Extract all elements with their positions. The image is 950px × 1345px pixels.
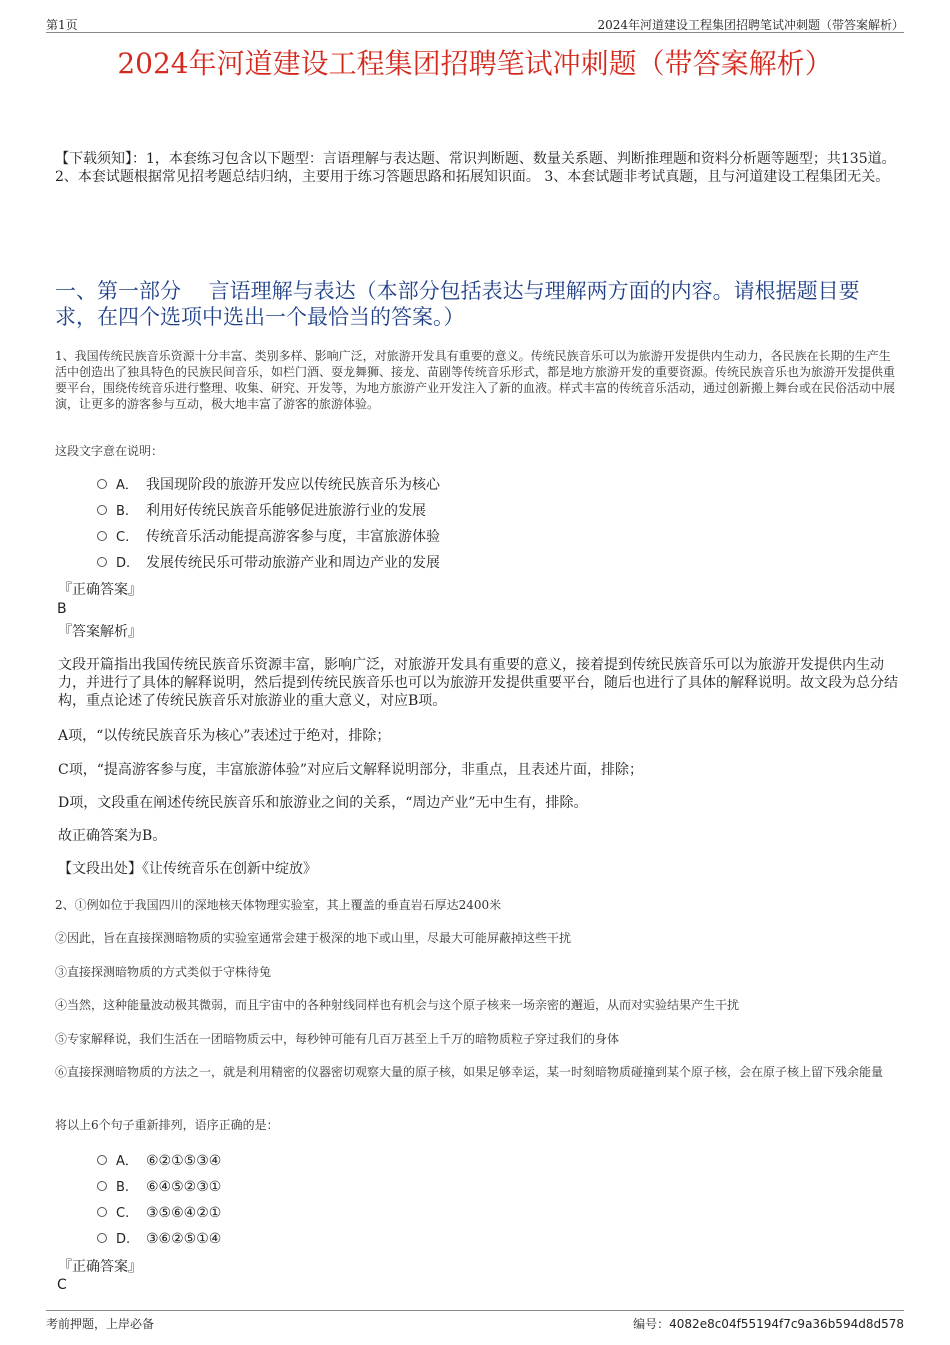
page-header	[46, 14, 904, 33]
radio-icon[interactable]	[97, 1207, 107, 1217]
radio-icon[interactable]	[97, 1181, 107, 1191]
radio-icon[interactable]	[97, 557, 107, 567]
q2-sentence-4: ④当然，这种能量波动极其微弱，而且宇宙中的各种射线同样也有机会与这个原子核来一场亲密的邂逅，从而对实验结果产生干扰	[55, 998, 740, 1012]
footer-code: 编号：4082e8c04f55194f7c9a36b594d8d578	[633, 1317, 904, 1331]
q1-stem: 这段文字意在说明：	[55, 444, 164, 458]
q2-sentence-1: 2、①例如位于我国四川的深地核天体物理实验室，其上覆盖的垂直岩石厚达2400米	[55, 898, 502, 912]
q1-analysis-label: 『答案解析』	[58, 624, 142, 640]
download-notice: 【下载须知】：1，本套练习包含以下题型：言语理解与表达题、常识判断题、数量关系题、判断推理题和资料分析题等题型；共135道。 2、本套试题根据常见招考题总结归纳，主要用于练习答题思路和拓展知识面。 3、本套试题非考试真题，且与河道建设工程集团无关。	[55, 151, 896, 185]
q2-sentence-2: ②因此，旨在直接探测暗物质的实验室通常会建于极深的地下或山里，尽最大可能屏蔽掉这些干扰	[55, 931, 572, 945]
page-number: 第1页	[46, 18, 78, 32]
radio-icon[interactable]	[97, 1233, 107, 1243]
q1-option-d[interactable]: D. 发展传统民乐可带动旅游产业和周边产业的发展	[97, 553, 440, 573]
q1-source: 【文段出处】《让传统音乐在创新中绽放》	[58, 861, 317, 877]
q2-sentence-5: ⑤专家解释说，我们生活在一团暗物质云中，每秒钟可能有几百万甚至上千万的暗物质粒子穿过我们的身体	[55, 1032, 620, 1046]
document-title: 2024年河道建设工程集团招聘笔试冲刺题（带答案解析）	[117, 47, 833, 80]
q1-answer: B	[57, 601, 67, 617]
q2-option-c[interactable]: C. ③⑤⑥④②①	[97, 1203, 221, 1223]
footer-slogan: 考前押题，上岸必备	[46, 1317, 155, 1331]
q1-option-b[interactable]: B. 利用好传统民族音乐能够促进旅游行业的发展	[97, 501, 426, 521]
q2-option-b[interactable]: B. ⑥④⑤②③①	[97, 1177, 221, 1197]
q2-sentence-3: ③直接探测暗物质的方式类似于守株待兔	[55, 965, 272, 979]
radio-icon[interactable]	[97, 479, 107, 489]
q2-stem: 将以上6个句子重新排列，语序正确的是：	[55, 1118, 279, 1132]
q1-analysis-d: D项，文段重在阐述传统民族音乐和旅游业之间的关系，“周边产业”无中生有，排除。	[58, 795, 588, 811]
q1-analysis-a: A项，“以传统民族音乐为核心”表述过于绝对，排除；	[58, 728, 391, 744]
q2-answer: C	[57, 1277, 67, 1293]
q1-passage: 1、我国传统民族音乐资源十分丰富、类别多样、影响广泛，对旅游开发具有重要的意义。传统民族音乐可以为旅游开发提供内生动力，各民族在长期的生产生活中创造出了独具特色的民族民间音乐，如栏门酒、耍龙舞狮、接龙、苗剧等传统音乐形式，都是地方旅游开发的重要资源。传统民族音乐也为旅游开发提供重要平台，围绕传统音乐进行整理、收集、研究、开发等，为地方旅游产业开发注入了新的血液。样式丰富的传统音乐活动，通过创新搬上舞台或在民俗活动中展演，让更多的游客参与互动，极大地丰富了游客的旅游体验。	[55, 349, 896, 411]
header-doc-title: 2024年河道建设工程集团招聘笔试冲刺题（带答案解析）	[597, 18, 904, 32]
page-footer	[46, 1310, 904, 1331]
q1-answer-label: 『正确答案』	[58, 582, 142, 598]
q2-option-d[interactable]: D. ③⑥②⑤①④	[97, 1229, 221, 1249]
q2-sentence-6: ⑥直接探测暗物质的方法之一，就是利用精密的仪器密切观察大量的原子核，如果足够幸运，某一时刻暗物质碰撞到某个原子核，会在原子核上留下残余能量	[55, 1065, 884, 1079]
q1-option-a[interactable]: A． 我国现阶段的旅游开发应以传统民族音乐为核心	[97, 475, 440, 495]
q1-analysis-conclusion: 故正确答案为B。	[58, 828, 167, 844]
q1-analysis-summary: 文段开篇指出我国传统民族音乐资源丰富，影响广泛，对旅游开发具有重要的意义，接着提到传统民族音乐可以为旅游开发提供内生动力，并进行了具体的解释说明，然后提到传统民族音乐也可以为旅游开发提供重要平台，随后也进行了具体的解释说明。故文段为总分结构，重点论述了传统民族音乐对旅游业的重大意义，对应B项。	[58, 657, 898, 709]
q1-option-c[interactable]: C. 传统音乐活动能提高游客参与度，丰富旅游体验	[97, 527, 440, 547]
radio-icon[interactable]	[97, 505, 107, 515]
radio-icon[interactable]	[97, 531, 107, 541]
section-heading: 一、第一部分 言语理解与表达（本部分包括表达与理解两方面的内容。请根据题目要求，在四个选项中选出一个最恰当的答案。）	[55, 279, 860, 329]
q2-answer-label: 『正确答案』	[58, 1259, 142, 1275]
q1-analysis-c: C项，“提高游客参与度，丰富旅游体验”对应后文解释说明部分，非重点，且表述片面，排除；	[58, 762, 644, 778]
radio-icon[interactable]	[97, 1155, 107, 1165]
q2-option-a[interactable]: A． ⑥②①⑤③④	[97, 1151, 221, 1171]
